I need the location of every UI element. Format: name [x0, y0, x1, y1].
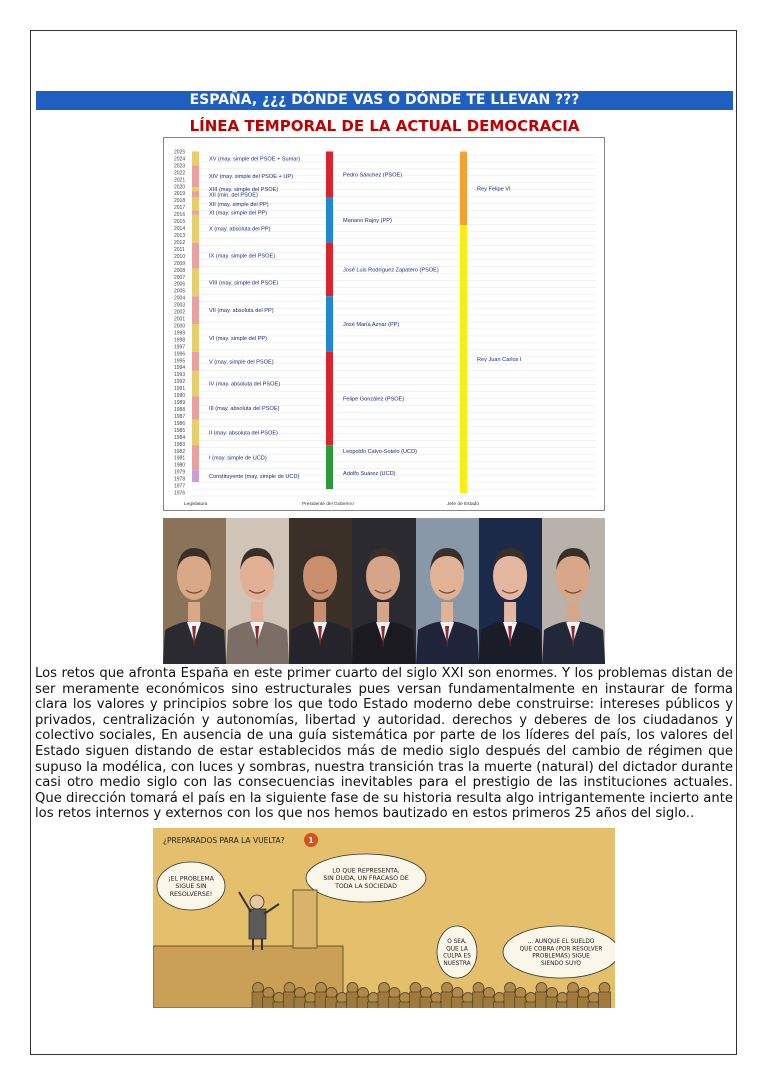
cartoon-drawing [153, 828, 615, 1008]
portrait-neck [251, 602, 263, 622]
year-label: 2020 [174, 184, 186, 191]
year-label: 2008 [174, 267, 186, 274]
year-label: 1989 [174, 400, 186, 407]
presidente-label: Leopoldo Calvo-Sotelo (UCD) [343, 449, 417, 456]
year-label: 2021 [174, 177, 186, 184]
year-label: 1987 [174, 413, 186, 420]
timeline-subtitle: LÍNEA TEMPORAL DE LA ACTUAL DEMOCRACIA [189, 117, 580, 135]
legislatura-label: VIII (may. simple del PSOE) [209, 280, 279, 287]
legislatura-label: IV (may. absoluta del PSOE) [209, 381, 281, 388]
presidente-label: Adolfo Suárez (UCD) [343, 471, 396, 478]
year-label: 2010 [174, 253, 186, 260]
footer-presidente: Presidente del Gobierno [302, 502, 354, 507]
jefe-estado-bar [460, 225, 467, 493]
presidente-bar [326, 457, 333, 489]
presidente-bar [326, 352, 333, 445]
legislatura-bar [192, 268, 199, 296]
presidente-label: Felipe González (PSOE) [343, 396, 405, 403]
presidente-label: Mariano Rajoy (PP) [343, 218, 392, 225]
cartoon-lectern [293, 890, 317, 948]
year-label: 1996 [174, 351, 186, 358]
cartoon-speech-3-line: CULPA ES [443, 953, 471, 960]
portrait-neck [377, 602, 389, 622]
portrait-photo [226, 518, 289, 664]
year-label: 1976 [174, 490, 186, 497]
year-label: 2009 [174, 260, 186, 267]
year-label: 2012 [174, 239, 186, 246]
year-label: 1982 [174, 448, 186, 455]
year-label: 2024 [174, 156, 186, 163]
year-label: 2015 [174, 219, 186, 226]
presidente-bar [326, 243, 333, 297]
year-label: 1981 [174, 455, 186, 462]
cartoon-speech-2-line: LO QUE REPRESENTA, [332, 867, 400, 875]
portrait-neck [441, 602, 453, 622]
year-label: 1998 [174, 337, 186, 344]
legislatura-label: X (may. absoluta del PP) [209, 226, 271, 233]
year-label: 1985 [174, 427, 186, 434]
legislatura-label: VII (may. absoluta del PP) [209, 308, 274, 315]
year-label: 2023 [174, 163, 186, 170]
cartoon-speech-3-line: O SEA, [447, 938, 467, 945]
portrait-neck [567, 602, 579, 622]
year-label: 2013 [174, 233, 186, 239]
year-label: 2018 [174, 198, 186, 205]
year-label: 2001 [174, 316, 186, 323]
legislatura-label: VI (may. simple del PP) [209, 336, 268, 343]
timeline-chart [164, 138, 604, 510]
legislatura-bar [192, 215, 199, 243]
legislatura-label: II (may. absoluta del PSOE) [209, 430, 278, 437]
year-label: 1991 [174, 386, 186, 393]
year-label: 1988 [174, 407, 186, 413]
legislatura-bar [192, 470, 199, 482]
legislatura-label: V (may. simple del PSOE) [209, 359, 274, 366]
presidente-bar [326, 197, 333, 242]
legislatura-label: XII (min. del PSOE) [209, 192, 258, 199]
cartoon-speech-1-line: SIGUE SIN [175, 883, 207, 891]
cartoon-speech-2-line: SIN DUDA, UN FRACASO DE [323, 875, 409, 883]
legislatura-label: XIV (may. simple del PSOE + UP) [209, 174, 293, 181]
legislatura-bar [192, 211, 199, 215]
cartoon-speech-1-line: RESOLVERSE! [169, 890, 213, 898]
cartoon-speech-1-line: ¡EL PROBLEMA [168, 875, 214, 883]
portrait-photo [416, 518, 479, 664]
cartoon-speech-4-line: ... AUNQUE EL SUELDO [527, 938, 595, 945]
cartoon-header: ¿PREPARADOS PARA LA VUELTA? [163, 836, 285, 845]
legislatura-bar [192, 243, 199, 269]
cartoon-speech-4-line: QUE COBRA (POR RESOLVER [519, 946, 603, 953]
year-label: 2017 [174, 205, 186, 212]
year-label: 1995 [174, 358, 186, 365]
legislatura-label: I (may. simple de UCD) [209, 455, 267, 462]
presidente-bar [326, 296, 333, 352]
portrait-photo [479, 518, 542, 664]
legislatura-bar [192, 419, 199, 445]
year-label: 1993 [174, 372, 186, 379]
cartoon-crowd-body [599, 992, 611, 1008]
year-label: 1992 [174, 379, 186, 386]
legislatura-label: IX (may. simple del PSOE) [209, 253, 276, 260]
portrait-photo [163, 518, 226, 664]
year-label: 1978 [174, 476, 186, 483]
year-label: 2004 [174, 295, 186, 302]
body-paragraph: Los retos que afronta España en este primer cuarto del siglo XXI son enormes. Y los problemas distan de ser meramente económicos sino estructurales pues versan fundamentalmente en instaurar de forma clara los valores y principios sobre los que todo Estado moderno debe construirse: intereses públicos y privados, centralización y autonomías, libertad y autoridad. derechos y deberes de los ciudadanos y colectivo sociales, En ausencia de una guía sistemática por parte de los líderes del país, los valores del Estado siguen distando de estar establecidos más de medio siglo después del cambio de régimen que supuso la modélica, con luces y sombras, nuestra transición tras la muerte (natural) del dictador durante casi otro medio siglo con las consecuencias inevitables para el prestigio de las instituciones actuales. Que dirección tomará el país en la siguiente fase de su historia resulta algo intrigantemente incierto ante los retos internos y externos con los que nos hemos bautizado en estos primeros 25 años del siglo.. [35, 666, 733, 822]
legislatura-bar [192, 445, 199, 470]
portrait-photo [352, 518, 415, 664]
year-label: 2019 [174, 191, 186, 198]
year-label: 2006 [174, 281, 186, 288]
year-label: 2016 [174, 212, 186, 219]
portrait-neck [188, 602, 200, 622]
legislatura-label: III (may. absoluta del PSOE) [209, 405, 280, 412]
presidents-photo-strip [163, 518, 605, 664]
year-label: 1997 [174, 344, 186, 351]
year-label: 2005 [174, 288, 186, 295]
legislatura-bar [192, 197, 199, 210]
year-label: 2022 [174, 170, 186, 177]
legislatura-bar [192, 396, 199, 419]
legislatura-label: XII (may. simple del PP) [209, 202, 269, 209]
portrait-neck [504, 602, 516, 622]
cartoon-speaker-body [249, 909, 266, 939]
jefe-estado-label: Rey Felipe VI [477, 186, 511, 193]
portrait-neck [314, 602, 326, 622]
year-label: 1977 [174, 483, 186, 490]
presidente-bar [326, 151, 333, 197]
legislatura-label: Constituyente (may. simple de UCD) [209, 474, 300, 481]
presidente-bar [326, 445, 333, 457]
year-label: 1984 [174, 434, 186, 441]
year-label: 1994 [174, 365, 186, 372]
legislatura-bar [192, 324, 199, 352]
legislatura-bar [192, 352, 199, 371]
year-label: 1986 [174, 420, 186, 427]
jefe-estado-label: Rey Juan Carlos I [477, 357, 522, 364]
cartoon-speech-4-line: PROBLEMAS) SIGUE [532, 953, 590, 960]
legislatura-label: XV (may. simple del PSOE + Sumar) [209, 156, 301, 163]
year-label: 1979 [174, 469, 186, 476]
cartoon-speech-3-line: NUESTRA [443, 960, 471, 967]
presidente-label: Pedro Sánchez (PSOE) [343, 172, 403, 179]
legislatura-label: XIII (may. simple del PSOE) [209, 187, 279, 194]
cartoon-image [153, 828, 615, 1008]
cartoon-speaker-head [250, 895, 264, 909]
legislatura-bar [192, 191, 199, 197]
year-label: 2003 [174, 302, 186, 309]
year-label: 1990 [174, 393, 186, 400]
portrait-photo [542, 518, 605, 664]
timeline-figure [163, 137, 605, 511]
page-title-banner: ESPAÑA, ¿¿¿ DÓNDE VAS O DÓNDE TE LLEVAN ??? [36, 91, 733, 110]
cartoon-speech-4-line: SIENDO SUYO [541, 960, 581, 967]
year-label: 2025 [174, 149, 186, 156]
portrait-photo [289, 518, 352, 664]
presidente-label: José María Aznar (PP) [343, 322, 400, 329]
legislatura-label: XI (may. simple del PP) [209, 210, 268, 217]
legislatura-bar [192, 165, 199, 187]
legislatura-bar [192, 187, 199, 191]
cartoon-speaker-arm [239, 892, 251, 912]
year-label: 1980 [174, 462, 186, 469]
footer-legislatura: Legislatura [184, 502, 208, 507]
jefe-estado-bar [460, 151, 467, 225]
year-label: 2000 [174, 323, 186, 330]
year-label: 2002 [174, 309, 186, 316]
year-label: 1999 [174, 330, 186, 337]
legislatura-bar [192, 371, 199, 397]
year-label: 2007 [174, 274, 186, 281]
cartoon-number: 1 [308, 836, 314, 845]
year-label: 2011 [174, 246, 185, 253]
cartoon-speech-3-line: QUE LA [446, 946, 468, 953]
presidente-label: José Luis Rodríguez Zapatero (PSOE) [343, 267, 439, 274]
legislatura-bar [192, 151, 199, 165]
year-label: 1983 [174, 441, 186, 448]
footer-jefe: Jefe de Estado [447, 502, 480, 507]
year-label: 2014 [174, 226, 186, 233]
legislatura-bar [192, 296, 199, 324]
cartoon-speech-2-line: TODA LA SOCIEDAD [335, 882, 397, 890]
